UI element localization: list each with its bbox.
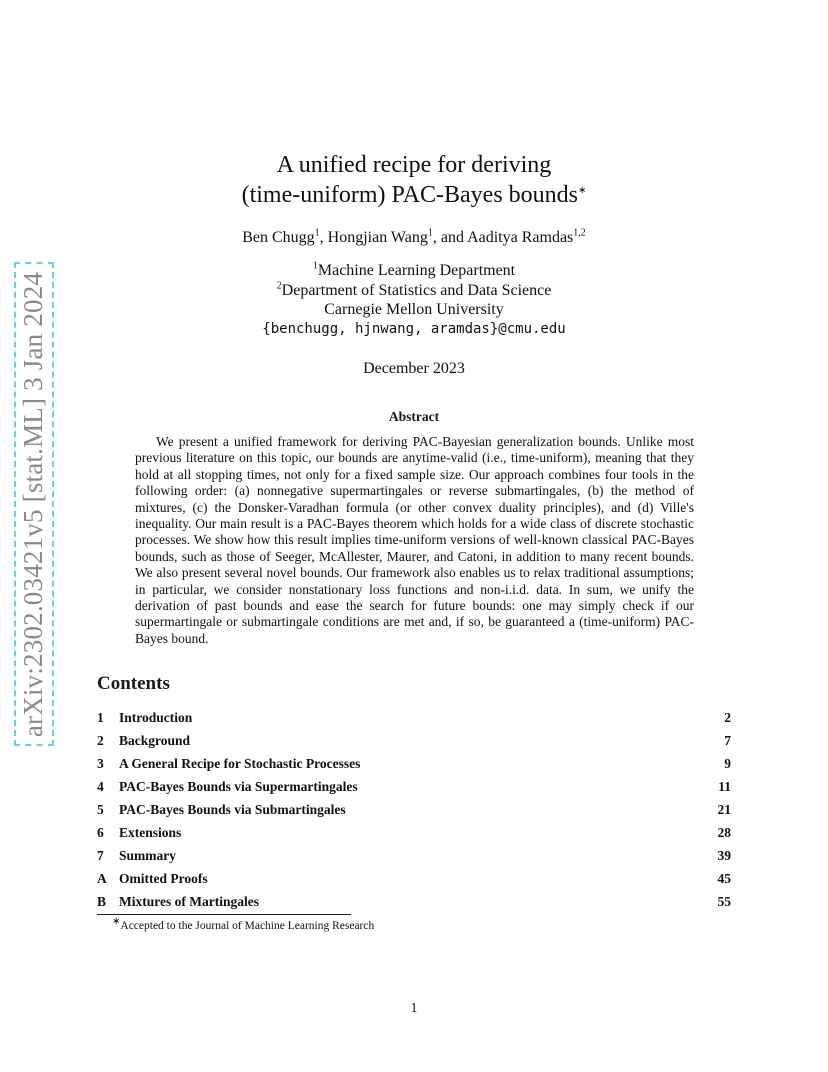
author-name: Aaditya Ramdas <box>467 229 574 246</box>
toc-page: 7 <box>724 732 731 748</box>
title-line-2 <box>0 180 828 210</box>
page-number: 1 <box>410 1001 418 1016</box>
affiliation-mark: 1 <box>312 260 318 272</box>
toc-entry[interactable] <box>97 890 731 913</box>
toc-title: Summary <box>119 847 176 863</box>
toc-entry[interactable] <box>97 775 731 798</box>
title-line-2-text: (time-uniform) PAC-Bayes bounds <box>241 182 579 208</box>
author-separator: , <box>319 229 328 246</box>
toc-page: 21 <box>717 801 731 817</box>
footnote-mark: ∗ <box>112 916 121 928</box>
toc-number: 7 <box>97 847 104 863</box>
affiliation-text: Machine Learning Department <box>317 262 516 279</box>
affiliation-line <box>0 261 828 281</box>
toc-entry[interactable] <box>97 752 731 775</box>
author-separator: , and <box>432 229 468 246</box>
toc-title: Extensions <box>119 824 182 840</box>
toc-page: 2 <box>724 709 731 725</box>
toc-title: Background <box>119 732 191 748</box>
toc-entry[interactable] <box>97 706 731 729</box>
toc-title: A General Recipe for Stochastic Processes <box>119 755 361 771</box>
toc-number: 1 <box>97 709 104 725</box>
toc-page: 9 <box>724 755 731 771</box>
footnote <box>112 916 375 932</box>
toc-title: Introduction <box>119 709 193 725</box>
abstract-heading: Abstract <box>388 409 440 424</box>
toc-entry[interactable] <box>97 729 731 752</box>
toc-title: PAC-Bayes Bounds via Supermartingales <box>119 778 358 794</box>
contents-heading: Contents <box>97 673 170 694</box>
toc-entry[interactable] <box>97 867 731 890</box>
arxiv-id-text: arXiv:2302.03421v5 [stat.ML] 3 Jan 2024 <box>18 271 49 737</box>
title-footnote-mark: ∗ <box>578 185 587 196</box>
abstract-text: We present a unified framework for deriving PAC-Bayesian generalization bounds. Unlike most previous literature on this topic, our bounds are anytime-valid (i.e., time-uniform), meaning that they hold at all stopping times, not only for a fixed sample size. Our approach combines four tools in the following order: (a) nonnegative supermartingales or reverse submartingales, (b) the method of mixtures, (c) the Donsker-Varadhan formula (or other convex duality principles), and (d) Ville's inequality. Our main result is a PAC-Bayes theorem which holds for a wide class of discrete stochastic processes. We show how this result implies time-uniform versions of well-known classical PAC-Bayes bounds, such as those of Seeger, McAllester, Maurer, and Catoni, in addition to many recent bounds. We also present several novel bounds. Our framework also enables us to relax traditional assumptions; in particular, we consider nonstationary loss functions and non-i.i.d. data. In sum, we unify the derivation of past bounds and ease the search for future bounds: one may simply check if our supermartingale or submartingale conditions are met and, if so, be guaranteed a (time-uniform) PAC-Bayes bound. <box>135 434 694 646</box>
footnote-divider <box>97 914 351 915</box>
affiliation-line <box>0 281 828 301</box>
footnote-text: Accepted to the Journal of Machine Learning Research <box>120 920 375 932</box>
author-list <box>0 229 828 247</box>
author-affil-mark: 1,2 <box>573 227 586 239</box>
toc-entry[interactable] <box>97 844 731 867</box>
paper-date: December 2023 <box>363 360 465 377</box>
toc-page: 28 <box>717 824 731 840</box>
title-line-1: A unified recipe for deriving <box>276 152 552 178</box>
toc-number: 3 <box>97 755 104 771</box>
affiliation-university: Carnegie Mellon University <box>324 301 504 318</box>
toc-page: 55 <box>717 893 731 909</box>
toc-number: 5 <box>97 801 104 817</box>
toc-title: Mixtures of Martingales <box>119 893 259 909</box>
toc-number: 4 <box>97 778 104 794</box>
affiliations <box>0 261 828 339</box>
toc-number: 6 <box>97 824 104 840</box>
toc-number: 2 <box>97 732 104 748</box>
toc-page: 11 <box>718 778 731 794</box>
toc-entry[interactable] <box>97 821 731 844</box>
author-name: Hongjian Wang <box>327 229 428 246</box>
toc-title: Omitted Proofs <box>119 870 208 886</box>
affiliation-mark: 2 <box>276 280 282 292</box>
author-affil-mark: 1 <box>314 227 320 239</box>
toc-number: B <box>97 893 107 909</box>
toc-entry[interactable] <box>97 798 731 821</box>
author-affil-mark: 1 <box>427 227 433 239</box>
toc-number: A <box>97 870 107 886</box>
author-name: Ben Chugg <box>242 229 315 246</box>
toc-page: 45 <box>717 870 731 886</box>
paper-title <box>0 150 828 210</box>
affiliation-text: Department of Statistics and Data Science <box>281 281 552 299</box>
table-of-contents <box>97 706 731 913</box>
author-emails: {benchugg, hjnwang, aramdas}@cmu.edu <box>262 320 566 337</box>
toc-title: PAC-Bayes Bounds via Submartingales <box>119 801 346 817</box>
toc-page: 39 <box>717 847 731 863</box>
